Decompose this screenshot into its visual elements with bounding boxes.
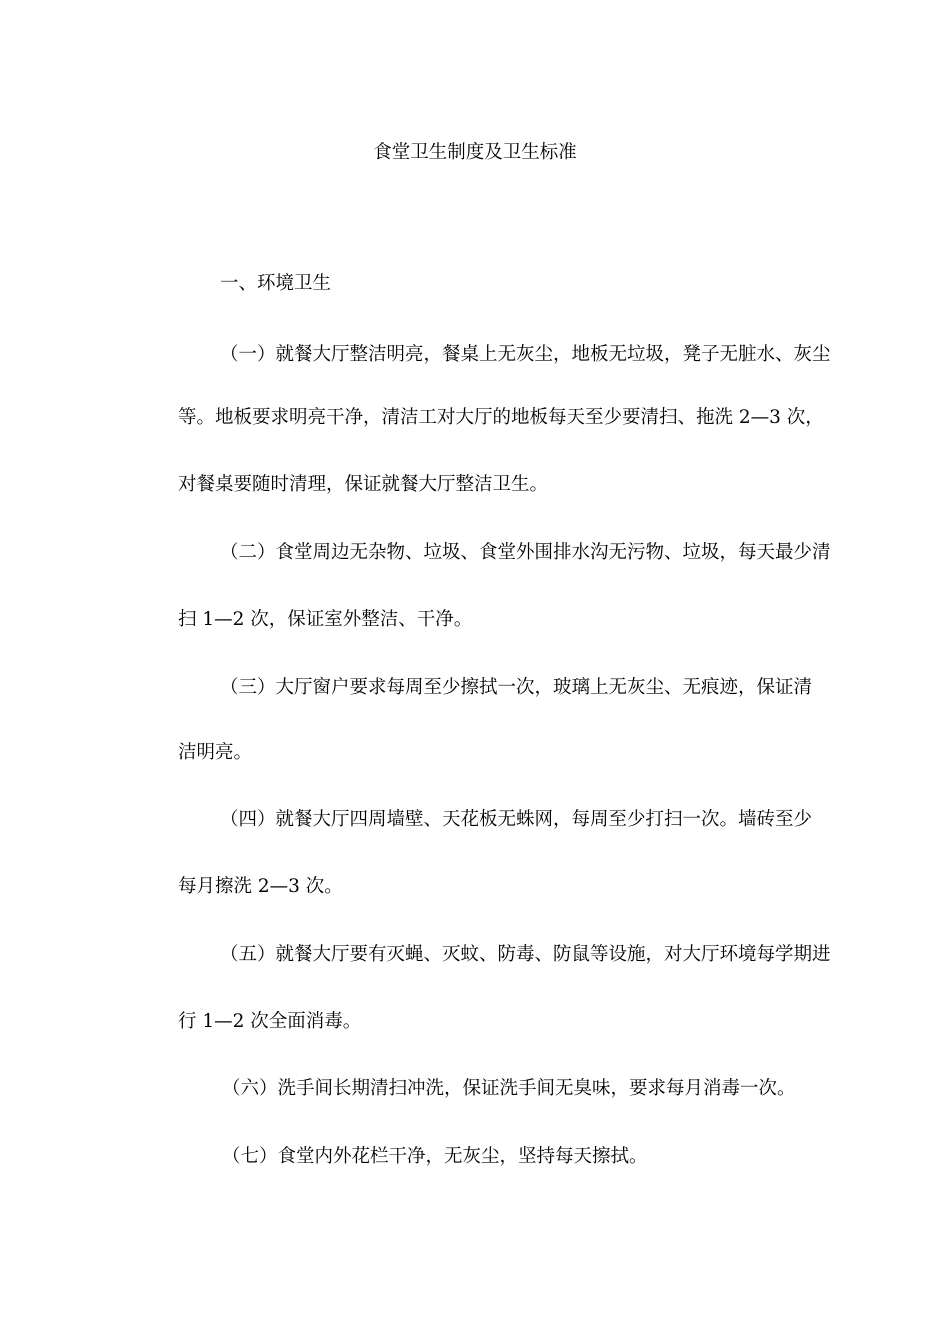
- paragraph-line: （三）大厅窗户要求每周至少擦拭一次，玻璃上无灰尘、无痕迹，保证清: [220, 677, 813, 698]
- document-title: 食堂卫生制度及卫生标准: [373, 142, 577, 163]
- paragraph-line: （一）就餐大厅整洁明亮，餐桌上无灰尘，地板无垃圾，凳子无脏水、灰尘: [220, 344, 831, 365]
- paragraph-line: （五）就餐大厅要有灭蝇、灭蚊、防毒、防鼠等设施，对大厅环境每学期进: [220, 944, 831, 965]
- paragraph-line: 行 1—2 次全面消毒。: [178, 1011, 362, 1032]
- paragraph-line: （二）食堂周边无杂物、垃圾、食堂外围排水沟无污物、垃圾，每天最少清: [220, 542, 831, 563]
- section-heading: 一、环境卫生: [220, 273, 332, 294]
- paragraph-line: 洁明亮。: [178, 742, 253, 763]
- paragraph-line: （四）就餐大厅四周墙壁、天花板无蛛网，每周至少打扫一次。墙砖至少: [220, 809, 813, 830]
- paragraph-line: （七）食堂内外花栏干净，无灰尘，坚持每天擦拭。: [222, 1146, 648, 1167]
- paragraph-line: 等。地板要求明亮干净，清洁工对大厅的地板每天至少要清扫、拖洗 2—3 次，: [178, 407, 824, 428]
- paragraph-line: 每月擦洗 2—3 次。: [178, 876, 343, 897]
- paragraph-line: 扫 1—2 次，保证室外整洁、干净。: [178, 609, 473, 630]
- paragraph-line: （六）洗手间长期清扫冲洗，保证洗手间无臭味，要求每月消毒一次。: [222, 1078, 796, 1099]
- paragraph-line: 对餐桌要随时清理，保证就餐大厅整洁卫生。: [178, 474, 549, 495]
